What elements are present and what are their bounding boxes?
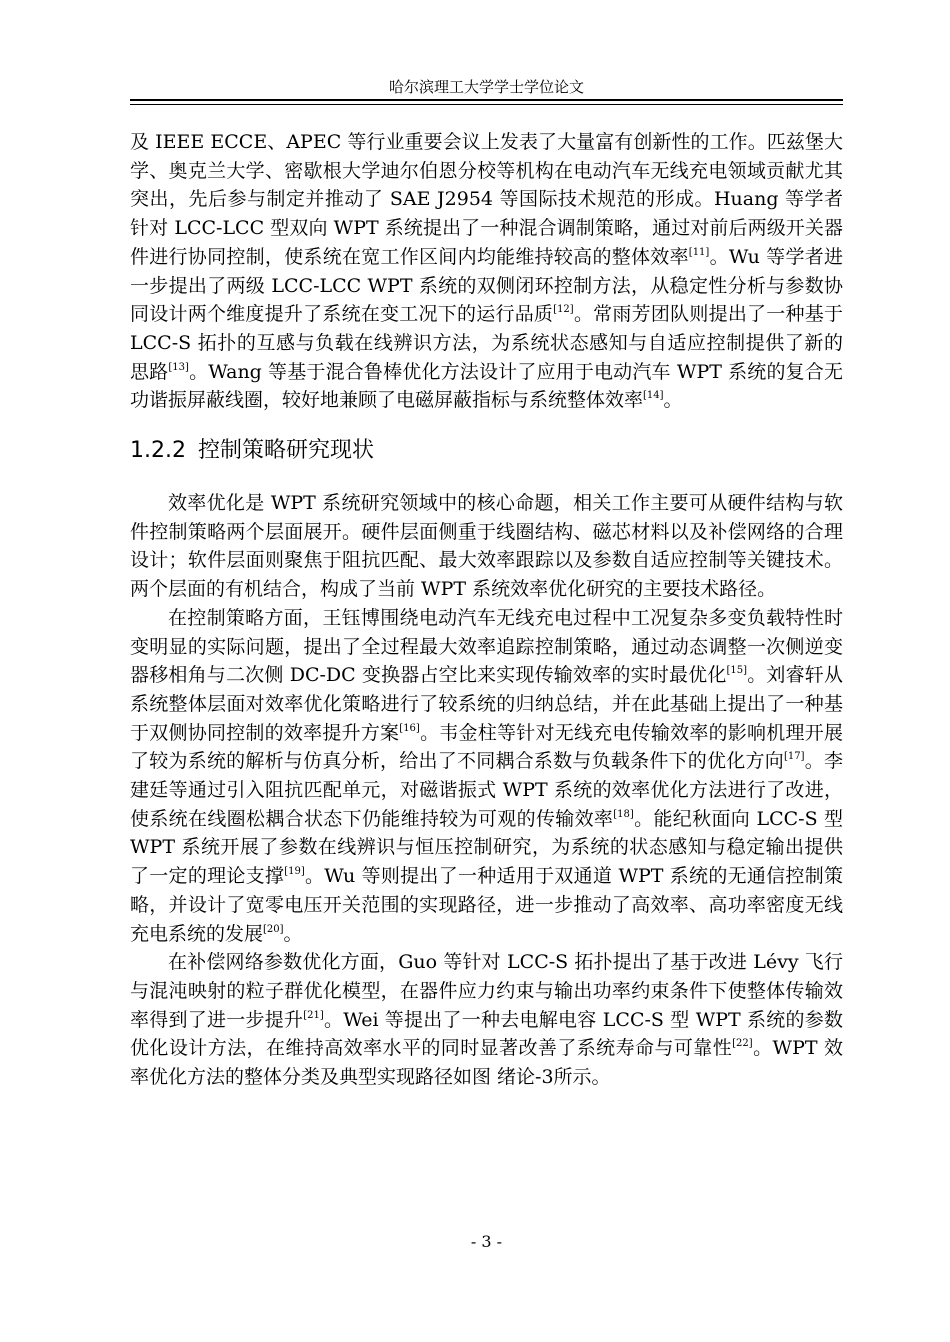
text-run: 。 <box>663 389 683 412</box>
text-run: 效率优化是 WPT 系统研究领域中的核心命题，相关工作主要可从硬件结构与软件控制策略两个层面展开。硬件层面侧重于线圈结构、磁芯材料以及补偿网络的合理设计；软件层面则聚焦于阻抗匹配、最大效率跟踪以及参数自适应控制等关键技术。两个层面的有机结合，构成了当前 WPT 系统效率优化研究的主要技术路径。 <box>130 492 843 601</box>
section-number: 1.2.2 <box>130 438 186 464</box>
citation-ref: [15] <box>726 665 748 677</box>
paragraph-intro-continued <box>130 128 843 415</box>
citation-ref: [17] <box>783 751 805 763</box>
paragraph-efficiency-overview <box>130 489 843 604</box>
section-title: 控制策略研究现状 <box>197 438 374 464</box>
text-run: 。WPT 效率优化方法的整体分类及典型实现路径如图 绪论-3所示。 <box>130 1037 843 1089</box>
text-run: 。韦金柱等针对无线充电传输效率的影响机理开展了较为系统的解析与仿真分析，给出了不同耦合系数与负载条件下的优化方向 <box>130 721 843 773</box>
section-heading <box>130 437 843 465</box>
page-number: - 3 - <box>470 1232 503 1251</box>
paragraph-compensation-network <box>130 948 843 1092</box>
citation-ref: [18] <box>613 808 634 820</box>
citation-ref: [13] <box>168 361 189 373</box>
text-run: 。Wang 等基于混合鲁棒优化方法设计了应用于电动汽车 WPT 系统的复合无功谐振屏蔽线圈，较好地兼顾了电磁屏蔽指标与系统整体效率 <box>130 360 843 412</box>
citation-ref: [21] <box>303 1009 324 1021</box>
text-run: 。Wu 等则提出了一种适用于双通道 WPT 系统的无通信控制策略，并设计了宽零电压开关范围的实现路径，进一步推动了高效率、高功率密度无线充电系统的发展 <box>130 865 843 945</box>
text-run: 。 <box>283 922 303 945</box>
header-rule-thin <box>130 104 843 105</box>
body-content <box>130 128 843 1092</box>
citation-ref: [12] <box>553 304 574 316</box>
header-rule-thick <box>130 99 843 101</box>
text-run: 在补偿网络参数优化方面，Guo 等针对 LCC-S 拓扑提出了基于改进 Lévy 飞行与混沌映射的粒子群优化模型，在器件应力约束与输出功率约束条件下使整体传输效率得到了进一步提升 <box>130 951 843 1031</box>
citation-ref: [20] <box>263 923 284 935</box>
citation-ref: [22] <box>732 1038 753 1050</box>
text-run: 及 IEEE ECCE、APEC 等行业重要会议上发表了大量富有创新性的工作。匹兹堡大学、奥克兰大学、密歇根大学迪尔伯恩分校等机构在电动汽车无线充电领域贡献尤其突出，先后参与制定并推动了 SAE J2954 等国际技术规范的形成。Huang 等学者针对 LCC-LCC 型双向 WPT 系统提出了一种混合调制策略，通过对前后两级开关器件进行协同控制，使系统在宽工作区间内均能维持较高的整体效率 <box>130 131 843 268</box>
text-run: 。刘睿轩从系统整体层面对效率优化策略进行了较系统的归纳总结，并在此基础上提出了一种基于双侧协同控制的效率提升方案 <box>130 664 843 744</box>
text-run: 。李建廷等通过引入阻抗匹配单元，对磁谐振式 WPT 系统的效率优化方法进行了改进，使系统在线圈松耦合状态下仍能维持较为可观的传输效率 <box>130 750 843 830</box>
text-run: 在控制策略方面，王钰博围绕电动汽车无线充电过程中工况复杂多变负载特性时变明显的实际问题，提出了全过程最大效率追踪控制策略，通过动态调整一次侧逆变器移相角与二次侧 DC-DC 变换器占空比来实现传输效率的实时最优化 <box>130 606 843 687</box>
text-run: 。Wu 等学者进一步提出了两级 LCC-LCC WPT 系统的双侧闭环控制方法，从稳定性分析与参数协同设计两个维度提升了系统在变工况下的运行品质 <box>130 245 843 326</box>
citation-ref: [14] <box>643 390 664 402</box>
text-run: 。能纪秋面向 LCC-S 型 WPT 系统开展了参数在线辨识与恒压控制研究，为系统的状态感知与稳定输出提供了一定的理论支撑 <box>130 807 843 888</box>
text-run: 。Wei 等提出了一种去电解电容 LCC-S 型 WPT 系统的参数优化设计方法，在维持高效率水平的同时显著改善了系统寿命与可靠性 <box>130 1008 843 1060</box>
paragraph-control-strategy <box>130 604 843 948</box>
citation-ref: [19] <box>284 866 305 878</box>
page-header: 哈尔滨理工大学学士学位论文 <box>388 78 584 96</box>
citation-ref: [16] <box>399 722 420 734</box>
text-run: 。常雨芳团队则提出了一种基于 LCC-S 拓扑的互感与负载在线辨识方法，为系统状态感知与自适应控制提供了新的思路 <box>130 303 843 383</box>
citation-ref: [11] <box>688 246 710 258</box>
